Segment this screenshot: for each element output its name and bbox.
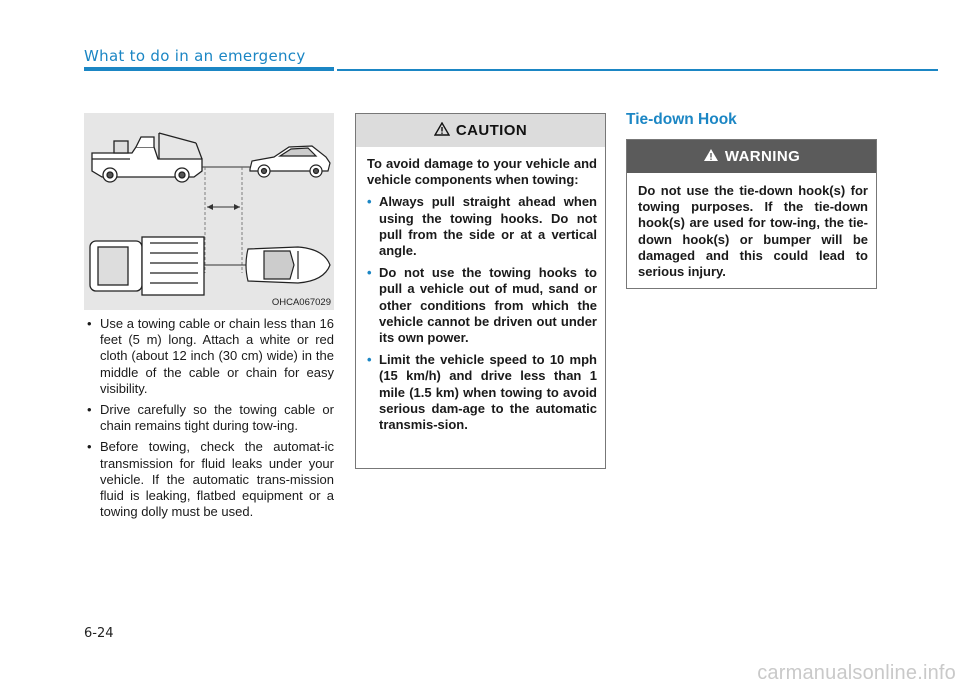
list-item: • Do not use the towing hooks to pull a vehicle out of mud, sand or other conditions from which the vehicle cannot be driven out under its own power. <box>367 265 597 346</box>
towed-car-side <box>250 146 330 177</box>
list-item: • Drive carefully so the towing cable or chain remains tight during tow-ing. <box>84 402 334 434</box>
caution-body <box>356 147 605 447</box>
towing-illustration <box>84 113 334 310</box>
caution-intro: To avoid damage to your vehicle and vehicle components when towing: <box>367 156 597 188</box>
towed-car-top <box>246 247 330 283</box>
warning-text: Do not use the tie-down hook(s) for towing purposes. If the tie-down hook(s) are used for tow-ing, the tie-down hook(s) or bumper will be damaged and this could lead to serious injury. <box>638 183 868 280</box>
warning-box <box>626 139 877 289</box>
list-item: • Use a towing cable or chain less than 16 feet (5 m) long. Attach a white or red cloth (about 12 inch (30 cm) wide) in the middle of the cable or chain for easy visibility. <box>84 316 334 397</box>
page-number: 6-24 <box>84 626 114 641</box>
tow-truck-top <box>90 237 204 295</box>
list-item: • Limit the vehicle speed to 10 mph (15 km/h) and drive less than 1 mile (1.5 km) when towing to avoid serious dam-age to the automatic transmis-sion. <box>367 352 597 433</box>
watermark: carmanualsonline.info <box>757 662 956 684</box>
towing-diagram-svg <box>84 113 334 310</box>
section-header-title: What to do in an emergency <box>84 47 306 65</box>
tie-down-hook-title: Tie-down Hook <box>626 111 737 128</box>
caution-header <box>356 114 605 147</box>
list-item: • Always pull straight ahead when using the towing hooks. Do not pull from the side or at a vertical angle. <box>367 194 597 259</box>
caution-box <box>355 113 606 469</box>
figure-code: OHCA067029 <box>271 297 331 308</box>
caution-label: CAUTION <box>455 122 528 139</box>
caution-list <box>367 194 597 433</box>
warning-triangle-icon <box>703 148 719 166</box>
towing-instructions-list <box>84 316 334 525</box>
warning-triangle-icon <box>434 122 450 140</box>
warning-label: WARNING <box>724 148 801 165</box>
header-rule-thin <box>337 69 938 71</box>
list-item: • Before towing, check the automat-ic transmission for fluid leaks under your vehicle. If the automatic trans-mission fluid is leaking, flatbed equipment or a towing dolly must be used. <box>84 439 334 520</box>
tow-truck-side <box>92 133 202 182</box>
warning-header <box>627 140 876 173</box>
header-rule-thick <box>84 67 334 71</box>
